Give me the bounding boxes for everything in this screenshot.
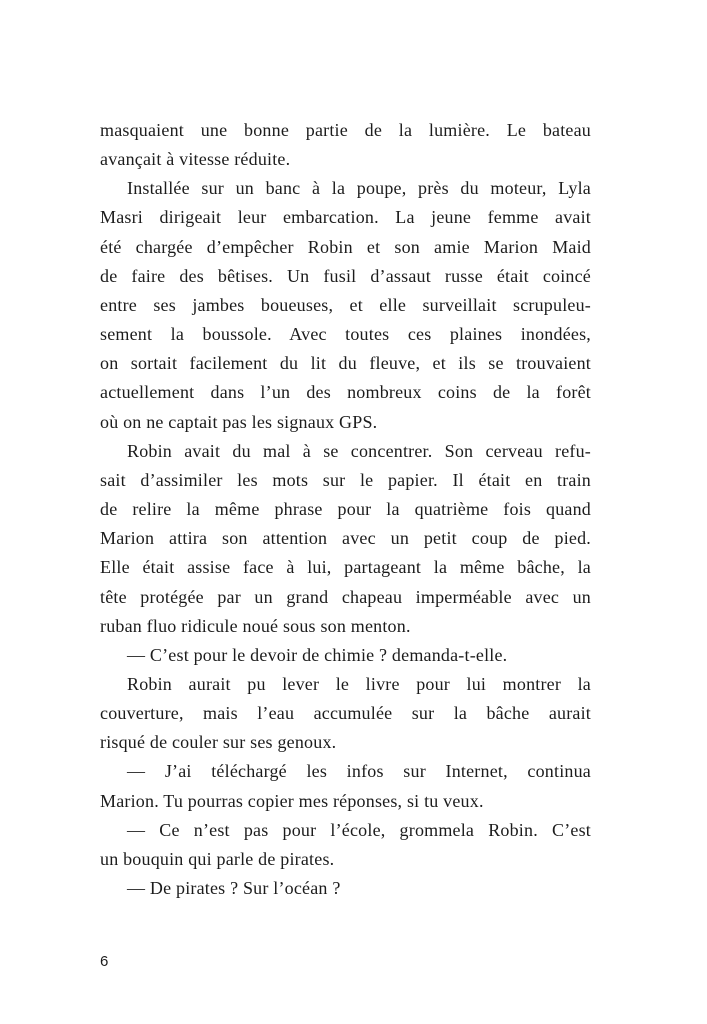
text-line: masquaient une bonne partie de la lumière. Le bateau xyxy=(100,120,591,140)
text-line: sement la boussole. Avec toutes ces plaines inondées, xyxy=(100,324,591,345)
text-line: Marion attira son attention avec un petit coup de pied. xyxy=(100,528,591,549)
text-line: de relire la même phrase pour la quatrième fois quand xyxy=(100,499,591,520)
text-line: entre ses jambes boueuses, et elle surveillait scrupuleu- xyxy=(100,294,591,315)
text-line: couverture, mais l’eau accumulée sur la bâche aurait xyxy=(100,703,591,724)
text-line: de faire des bêtises. Un fusil d’assaut russe était coincé xyxy=(100,265,591,286)
text-line: Elle était assise face à lui, partageant la même bâche, la xyxy=(100,557,591,578)
text-line: — De pirates ? Sur l’océan ? xyxy=(127,878,341,899)
page-number: 6 xyxy=(100,953,109,970)
text-line: — Ce n’est pas pour l’école, grommela Robin. C’est xyxy=(127,819,591,840)
text-line: on sortait facilement du lit du fleuve, et ils se trouvaient xyxy=(100,353,591,374)
text-line: ruban fluo ridicule noué sous son menton. xyxy=(100,615,411,636)
text-block xyxy=(100,116,591,903)
text-line: — C’est pour le devoir de chimie ? demanda-t-elle. xyxy=(127,644,508,665)
text-line: sait d’assimiler les mots sur le papier. Il était en train xyxy=(100,469,591,490)
text-line: Masri dirigeait leur embarcation. La jeune femme avait xyxy=(100,207,591,228)
text-line: Robin avait du mal à se concentrer. Son cerveau refu- xyxy=(127,440,591,461)
text-line: été chargée d’empêcher Robin et son amie Marion Maid xyxy=(100,236,591,257)
text-line: où on ne captait pas les signaux GPS. xyxy=(100,411,378,432)
text-line: — J’ai téléchargé les infos sur Internet, continua xyxy=(127,761,591,782)
text-line: un bouquin qui parle de pirates. xyxy=(100,848,335,869)
text-line: risqué de couler sur ses genoux. xyxy=(100,732,337,753)
text-line: Robin aurait pu lever le livre pour lui montrer la xyxy=(127,673,591,694)
text-line: avançait à vitesse réduite. xyxy=(100,149,291,170)
text-line: Installée sur un banc à la poupe, près du moteur, Lyla xyxy=(127,178,591,199)
text-line: actuellement dans l’un des nombreux coins de la forêt xyxy=(100,382,591,403)
text-line: tête protégée par un grand chapeau imperméable avec un xyxy=(100,586,591,607)
text-line: Marion. Tu pourras copier mes réponses, si tu veux. xyxy=(100,790,484,811)
